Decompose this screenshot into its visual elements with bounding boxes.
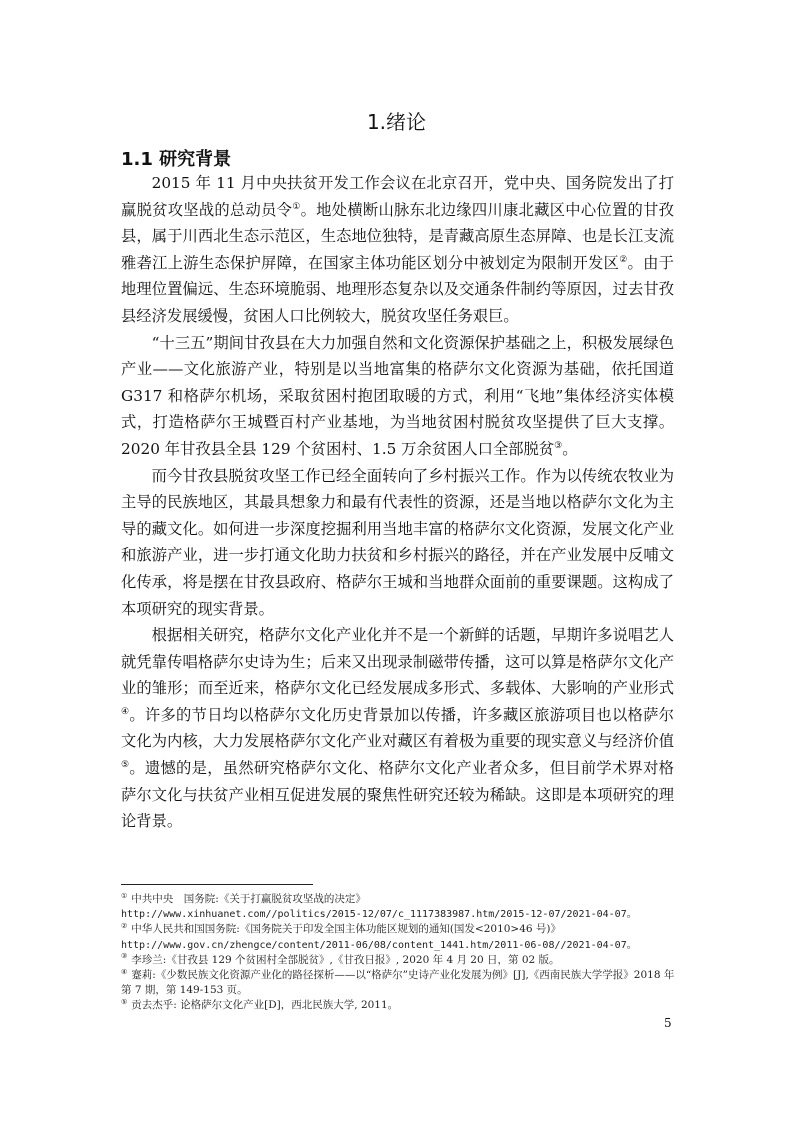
paragraph-text: 。许多的节日均以格萨尔文化历史背景加以传播，许多藏区旅游项目也以格萨尔文化为内核，大力发展格萨尔文化产业对藏区有着极为重要的现实意义与经济价值: [121, 705, 674, 751]
paragraph-text: 根据相关研究，格萨尔文化产业化并不是一个新鲜的话题，早期许多说唱艺人就凭靠传唱格萨尔史诗为生；后来又出现录制磁带传播，这可以算是格萨尔文化产业的雏形；而至近来，格萨尔文化已经发展成多形式、多载体、大影响的产业形式: [121, 626, 674, 698]
paragraph-text: 。地处横断山脉东北边缘四川康北藏区中心位置的甘孜县，属于川西北生态示范区，生态地位独特，是青藏高原生态屏障、也是长江支流雅砻江上游生态保护屏障，在国家主体功能区划分中被划定为限制开发区: [121, 200, 674, 272]
paragraph: [121, 170, 674, 330]
footnote-url[interactable]: http://www.xinhuanet.com//politics/2015-12/07/c_1117383987.htm/2015-12-07/2021-04-07。: [121, 909, 637, 921]
paragraph: [121, 463, 674, 623]
footnote[interactable]: [121, 907, 676, 922]
footnote: [121, 998, 676, 1013]
paragraph-text: 。: [562, 439, 578, 458]
paragraph-text: “十三五”期间甘孜县在大力加强自然和文化资源保护基础之上，积极发展绿色产业——文化旅游产业，特别是以当地富集的格萨尔文化资源为基础，依托国道 G317 和格萨尔机场，采取贫困村抱团取暖的方式，利用“飞地”集体经济实体模式，打造格萨尔王城暨百村产业基地，为当地贫困村脱贫攻坚提供了巨大支撑。2020 年甘孜县全县 129 个贫困村、1.5 万余贫困人口全部脱贫: [121, 333, 674, 458]
footnote-mark: ④: [121, 967, 128, 976]
paragraph-text: 。遗憾的是，虽然研究格萨尔文化、格萨尔文化产业者众多，但目前学术界对格萨尔文化与扶贫产业相互促进发展的聚焦性研究还较为稀缺。这即是本项研究的理论背景。: [121, 759, 674, 831]
footnote-reference[interactable]: ③: [554, 440, 563, 451]
footnote-reference[interactable]: ②: [619, 254, 628, 265]
footnote-reference[interactable]: ①: [292, 201, 301, 212]
footnote-text: 贡去杰乎: 论格萨尔文化产业[D]，西北民族大学, 2011。: [131, 999, 399, 1012]
footnote-divider: [121, 884, 313, 885]
paragraph-text: 。由于地理位置偏远、生态环境脆弱、地理形态复杂以及交通条件制约等原因，过去甘孜县经济发展缓慢，贫困人口比例较大，脱贫攻坚任务艰巨。: [121, 253, 674, 325]
footnote: [121, 953, 676, 968]
footnotes: [121, 892, 676, 1014]
footnote-text: 李珍兰:《甘孜县 129 个贫困村全部脱贫》,《甘孜日报》, 2020 年 4 月 20 日，第 02 版。: [131, 953, 560, 966]
footnote-reference[interactable]: ⑤: [121, 759, 130, 770]
paragraph-text: 而今甘孜县脱贫攻坚工作已经全面转向了乡村振兴工作。作为以传统农牧业为主导的民族地区，其最具想象力和最有代表性的资源，还是当地以格萨尔文化为主导的藏文化。如何进一步深度挖掘利用当地丰富的格萨尔文化资源，发展文化产业和旅游产业，进一步打通文化助力扶贫和乡村振兴的路径，并在产业发展中反哺文化传承，将是摆在甘孜县政府、格萨尔王城和当地群众面前的重要课题。这构成了本项研究的现实背景。: [121, 466, 674, 618]
footnote-mark: ①: [121, 891, 128, 900]
footnote-url[interactable]: http://www.gov.cn/zhengce/content/2011-06/08/content_1441.htm/2011-06-08//2021-04-07。: [121, 939, 637, 951]
paragraph-text: 2015 年 11 月中央扶贫开发工作会议在北京召开，党中央、国务院发出了打赢脱贫攻坚战的总动员令: [121, 174, 674, 219]
footnote-mark: ③: [121, 952, 128, 961]
paragraph: [121, 330, 674, 463]
footnote-text: 中共中央 国务院:《关于打赢脱贫攻坚战的决定》: [131, 893, 366, 905]
footnote-text: 中华人民共和国国务院:《国务院关于印发全国主体功能区规划的通知(国发<2010>46 号)》: [131, 923, 562, 936]
footnote[interactable]: [121, 938, 676, 953]
footnote-text: 蹇莉:《少数民族文化资源产业化的路径探析——以“格萨尔”史诗产业化发展为例》[J],《西南民族大学学报》2018 年第 7 期，第 149-153 页。: [121, 969, 675, 997]
footnote: [121, 922, 676, 937]
footnote-mark: ⑤: [121, 997, 128, 1006]
footnote: [121, 892, 676, 907]
page-number: 5: [664, 1016, 672, 1030]
section-title: 1.1 研究背景: [121, 149, 232, 170]
chapter-title: 1.绪论: [366, 110, 427, 134]
paragraph: [121, 622, 674, 835]
footnote-mark: ②: [121, 921, 128, 930]
footnote: [121, 968, 676, 998]
body-text: [121, 170, 674, 835]
footnote-reference[interactable]: ④: [121, 706, 130, 717]
